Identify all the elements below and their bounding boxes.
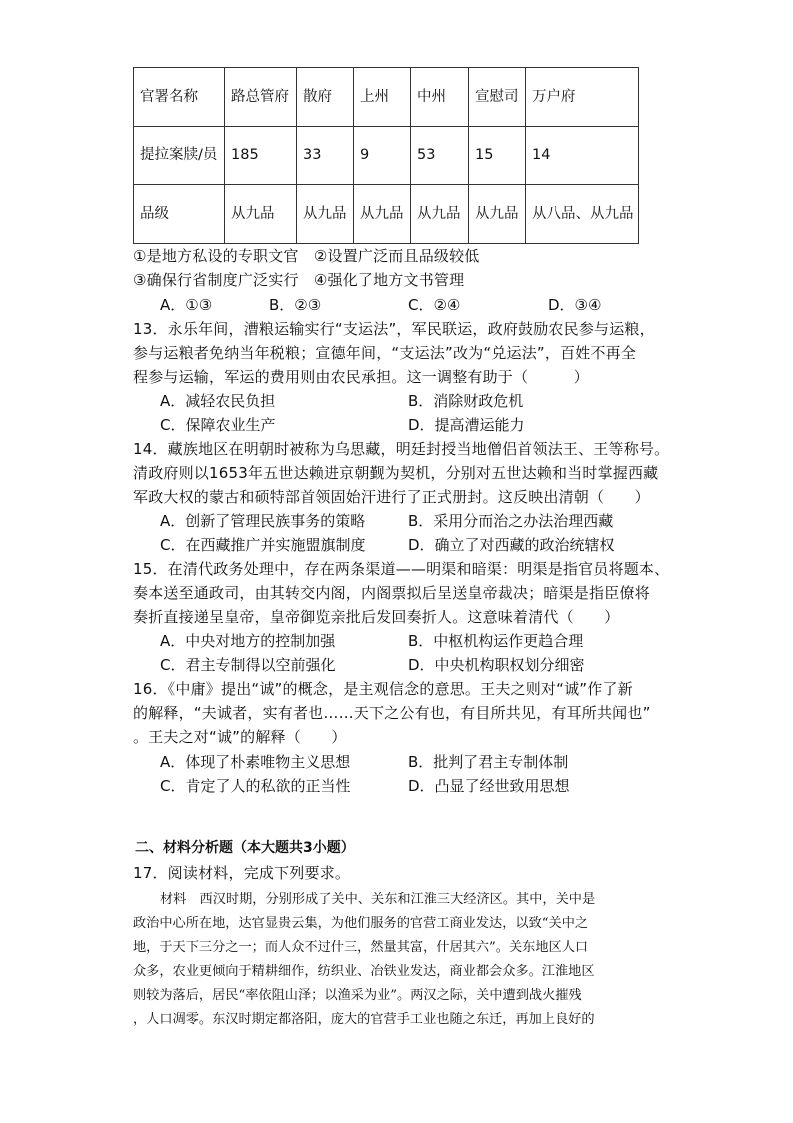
table-cell: 从八品、从九品 [526, 185, 639, 244]
table-cell: 从九品 [297, 185, 354, 244]
q15-stem: 15．在清代政务处理中，存在两条渠道——明渠和暗渠：明渠是指官员将题本、 [133, 560, 670, 578]
q12-statement: ①是地方私设的专职文官 ②设置广泛而且品级较低 [133, 247, 480, 265]
q13-option-a[interactable]: A．减轻农民负担 [160, 392, 276, 410]
q16-stem: 。王夫之对“诚”的解释（ ） [133, 728, 347, 746]
q14-option-b[interactable]: B．采用分而治之办法治理西藏 [408, 512, 614, 530]
q17-material-line: 地，于天下三分之一；而人众不过什三，然量其富，什居其六”。关东地区人口 [133, 940, 589, 955]
q16-stem: 的解释，“夫诚者，实有者也……天下之公有也，有目所共见，有耳所共闻也” [133, 704, 651, 722]
q13-stem: 13．永乐年间，漕粮运输实行“支运法”，军民联运，政府鼓励农民参与运粮， [133, 320, 655, 338]
q12-option-b[interactable]: B．②③ [269, 296, 322, 314]
q16-stem: 16．《中庸》提出“诚”的概念，是主观信念的意思。王夫之则对“诚”作了新 [133, 680, 633, 698]
q15-option-c[interactable]: C．君主专制得以空前强化 [160, 656, 336, 674]
table-cell: 从九品 [469, 185, 526, 244]
table-cell: 散府 [297, 68, 354, 127]
q16-option-d[interactable]: D．凸显了经世致用思想 [408, 777, 570, 795]
q12-statement: ③确保行省制度广泛实行 ④强化了地方文书管理 [133, 271, 465, 289]
q15-stem: 奏本送至通政司，由其转交内阁，内阁票拟后呈送皇帝裁决；暗渠是指臣僚将 [133, 584, 650, 602]
q14-option-a[interactable]: A．创新了管理民族事务的策略 [160, 512, 366, 530]
table-cell: 品级 [134, 185, 225, 244]
q14-option-d[interactable]: D．确立了对西藏的政治统辖权 [408, 536, 615, 554]
table-cell: 185 [225, 127, 297, 185]
table-cell: 53 [411, 127, 469, 185]
q15-stem: 奏折直接递呈皇帝，皇帝御览亲批后发回奏折人。这意味着清代（ ） [133, 608, 620, 626]
q14-option-c[interactable]: C．在西藏推广并实施盟旗制度 [160, 536, 366, 554]
q16-option-a[interactable]: A．体现了朴素唯物主义思想 [160, 753, 351, 771]
table-cell: 14 [526, 127, 639, 185]
table-cell: 官署名称 [134, 68, 225, 127]
table-cell: 从九品 [411, 185, 469, 244]
q17-material-line: 材料 西汉时期，分别形成了关中、关东和江淮三大经济区。其中，关中是 [160, 892, 596, 907]
q16-option-c[interactable]: C．肯定了人的私欲的正当性 [160, 777, 351, 795]
q13-option-b[interactable]: B．消除财政危机 [408, 392, 524, 410]
table-cell: 路总管府 [225, 68, 297, 127]
q17-material-line: 众多，农业更倾向于精耕细作，纺织业、冶铁业发达，商业都会众多。江淮地区 [133, 964, 595, 979]
table-cell: 33 [297, 127, 354, 185]
q13-option-c[interactable]: C．保障农业生产 [160, 416, 276, 434]
table-cell: 中州 [411, 68, 469, 127]
table-cell: 从九品 [225, 185, 297, 244]
q13-stem: 参与运粮者免纳当年税粮；宣德年间，“支运法”改为“兑运法”，百姓不再全 [133, 344, 637, 362]
q17-material-line: 则较为落后，居民“率依阻山泽；以渔采为业”。两汉之际，关中遭到战火摧残 [133, 988, 582, 1003]
table-row [134, 127, 639, 185]
q12-option-c[interactable]: C．②④ [408, 296, 461, 314]
table-cell: 万户府 [526, 68, 639, 127]
table-cell: 上州 [354, 68, 411, 127]
table-cell: 提拉案牍/员 [134, 127, 225, 185]
q14-stem: 军政大权的蒙古和硕特部首领固始汗进行了正式册封。这反映出清朝（ ） [133, 488, 650, 506]
q13-option-d[interactable]: D．提高漕运能力 [408, 416, 525, 434]
q17-intro: 17．阅读材料，完成下列要求。 [133, 864, 351, 882]
q14-stem: 14．藏族地区在明朝时被称为乌思藏，明廷封授当地僧侣首领法王、王等称号。 [133, 440, 670, 458]
officials-table [133, 67, 639, 244]
table-cell: 15 [469, 127, 526, 185]
q12-option-a[interactable]: A．①③ [160, 296, 213, 314]
q13-stem: 程参与运输，军运的费用则由农民承担。这一调整有助于（ ） [133, 368, 590, 386]
table-header-row [134, 68, 639, 127]
section-heading: 二、材料分析题（本大题共3小题） [135, 840, 355, 856]
table-row [134, 185, 639, 244]
q12-option-d[interactable]: D．③④ [548, 296, 602, 314]
q15-option-b[interactable]: B．中枢机构运作更趋合理 [408, 632, 584, 650]
q17-material-line: ，人口凋零。东汉时期定都洛阳，庞大的官营手工业也随之东迁，再加上良好的 [133, 1012, 595, 1027]
table-cell: 从九品 [354, 185, 411, 244]
q17-material-line: 政治中心所在地，达官显贵云集，为他们服务的官营工商业发达，以致“关中之 [133, 916, 589, 931]
q15-option-a[interactable]: A．中央对地方的控制加强 [160, 632, 336, 650]
table-cell: 宣慰司 [469, 68, 526, 127]
q16-option-b[interactable]: B．批判了君主专制体制 [408, 753, 569, 771]
table-cell: 9 [354, 127, 411, 185]
q15-option-d[interactable]: D．中央机构职权划分细密 [408, 656, 585, 674]
q14-stem: 清政府则以1653年五世达赖进京朝觐为契机，分别对五世达赖和当时掌握西藏 [133, 464, 659, 482]
